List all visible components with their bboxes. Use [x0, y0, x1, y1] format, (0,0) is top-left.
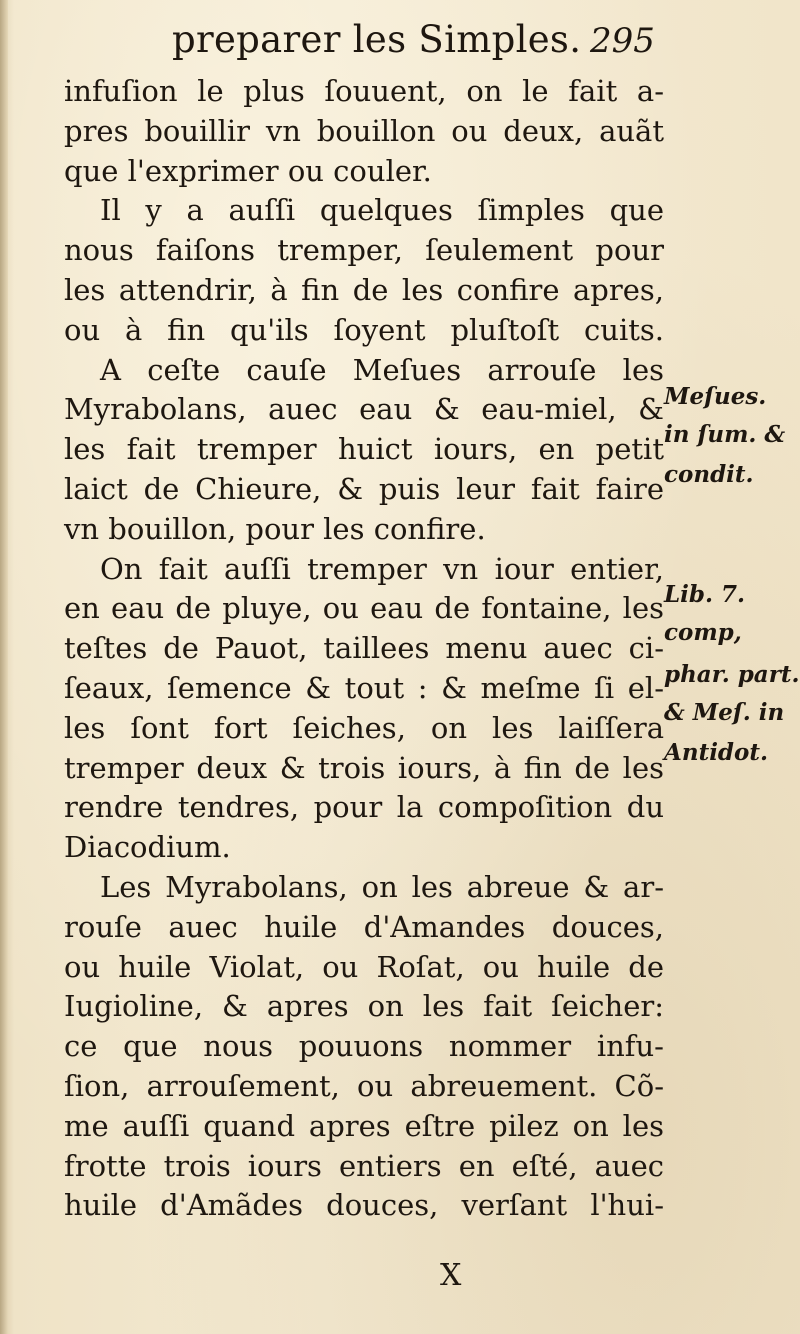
text-line: laict de Chieure, & puis leur fait faire [64, 471, 664, 506]
text-line: Diacodium. [64, 830, 231, 865]
body-text [64, 72, 664, 1226]
text-line: vn bouillon, pour les confire. [64, 511, 486, 546]
running-head: preparer les Simples. [172, 18, 582, 61]
text-line: Les Myrabolans, on les abreue & ar- [100, 869, 664, 904]
margin-note: condit. [664, 461, 754, 488]
text-line: en eau de pluye, ou eau de fontaine, les [64, 591, 664, 626]
text-line: Iugioline, & apres on les fait ſeicher: [64, 989, 664, 1024]
text-line: frotte trois iours entiers en eſté, auec [64, 1148, 664, 1183]
text-line: ce que nous pouuons nommer infu- [64, 1029, 664, 1064]
text-line: que l'exprimer ou couler. [64, 153, 432, 188]
page-header [0, 18, 800, 78]
text-line: les attendrir, à fin de les confire apres, [64, 272, 664, 307]
text-line: les ſont fort ſeiches, on les laiſſera [64, 710, 664, 745]
margin-note: Lib. 7. [664, 581, 746, 608]
page-gutter [0, 0, 8, 1334]
margin-note: & Meſ. in [664, 699, 785, 726]
margin-note: in ſum. & [664, 421, 786, 448]
text-line: nous faiſons tremper, ſeulement pour [64, 233, 664, 268]
text-line: ſeaux, ſemence & tout : & meſme ſi el- [64, 670, 664, 705]
page-number: 295 [590, 21, 655, 61]
text-line: huile d'Amãdes douces, verſant l'hui- [64, 1188, 664, 1223]
text-line: me auſſi quand apres eſtre pilez on les [64, 1108, 664, 1143]
margin-note: Meſues. [664, 383, 767, 410]
text-line: les fait tremper huict iours, en petit [64, 432, 664, 467]
text-line: ou huile Violat, ou Roſat, ou huile de [64, 949, 664, 984]
text-line: A ceſte cauſe Meſues arrouſe les [100, 352, 664, 387]
margin-note: Antidot. [664, 739, 768, 766]
margin-note: phar. part. [664, 661, 800, 688]
text-line: Il y a auſſi quelques ſimples que [100, 193, 664, 228]
text-line: On fait auſſi tremper vn iour entier, [100, 551, 664, 586]
text-line: ſion, arrouſement, ou abreuement. Cõ- [64, 1068, 664, 1103]
text-line: ou à fin qu'ils ſoyent pluſtoſt cuits. [64, 312, 664, 347]
text-line: rouſe auec huile d'Amandes douces, [64, 909, 664, 944]
margin-note: comp, [664, 619, 742, 646]
text-line: pres bouillir vn bouillon ou deux, auãt [64, 113, 664, 148]
signature-mark: X [440, 1258, 462, 1293]
text-line: teſtes de Pauot, taillees menu auec ci- [64, 631, 664, 666]
text-line: Myrabolans, auec eau & eau-miel, & [64, 392, 664, 427]
text-line: infuſion le plus ſouuent, on le fait a- [64, 74, 664, 108]
text-line: rendre tendres, pour la compoſition du [64, 790, 664, 825]
text-line: tremper deux & trois iours, à fin de les [64, 750, 664, 785]
